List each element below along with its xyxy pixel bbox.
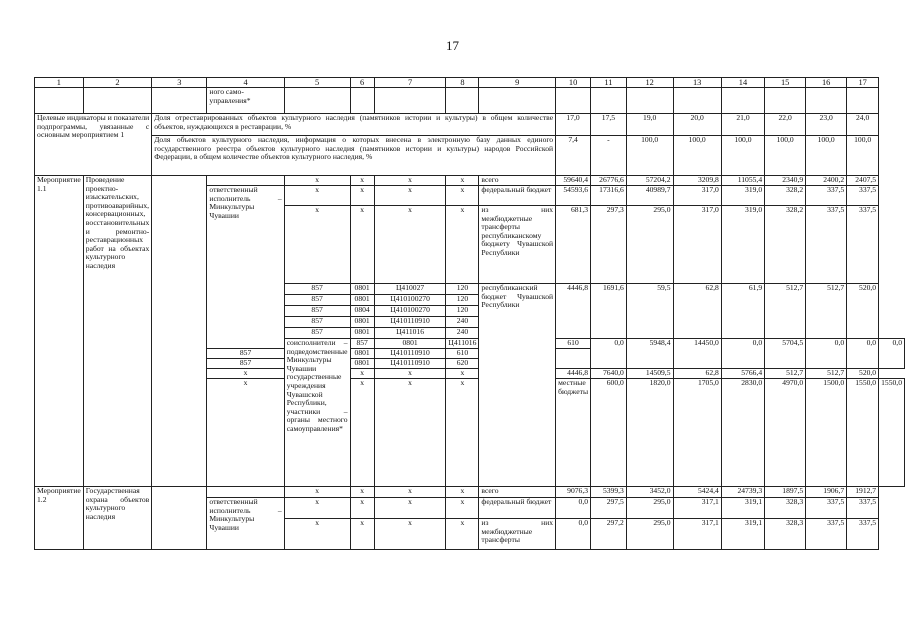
amount-cell: 295,0	[626, 206, 673, 284]
x-mark: x	[374, 186, 446, 206]
amount-cell: 319,0	[721, 186, 764, 206]
amount-cell: 0,0	[556, 498, 591, 519]
empty-cell	[207, 487, 284, 498]
amount-cell: 3452,0	[626, 487, 673, 498]
amount-cell: 5424,4	[673, 487, 721, 498]
indicator-value: 20,0	[673, 114, 721, 136]
measure-1-1	[35, 176, 905, 487]
amount-cell: 328,3	[765, 498, 806, 519]
amount-cell: 600,0	[591, 379, 627, 487]
amount-cell: 295,0	[626, 498, 673, 519]
continued-text: ного само-управления*	[207, 88, 284, 114]
amount-cell: 328,2	[765, 186, 806, 206]
column-number: 11	[591, 78, 627, 88]
amount-cell: 297,5	[591, 498, 627, 519]
column-number: 17	[847, 78, 879, 88]
amount-cell: 9076,3	[556, 487, 591, 498]
amount-cell: 681,3	[556, 206, 591, 284]
gov-code: 857	[284, 295, 350, 306]
amount-cell: 337,5	[806, 206, 847, 284]
amount-cell: 5766,4	[721, 369, 764, 379]
amount-cell: 1550,0	[879, 379, 905, 487]
indicator-value: 100,0	[765, 136, 806, 176]
amount-cell: 61,9	[721, 284, 764, 339]
amount-cell: 337,5	[847, 186, 879, 206]
amount-cell: 0,0	[591, 339, 627, 369]
x-mark: x	[446, 487, 479, 498]
x-mark: x	[350, 176, 374, 186]
x-mark: x	[284, 176, 350, 186]
target-article-code: Ц410100270	[374, 306, 446, 317]
amount-cell: 54593,6	[556, 186, 591, 206]
expense-type-code: 120	[446, 295, 479, 306]
column-number: 15	[765, 78, 806, 88]
amount-cell: 40989,7	[626, 186, 673, 206]
expense-type-code: 620	[446, 359, 479, 369]
amount-cell: 512,7	[765, 284, 806, 339]
amount-cell: 317,0	[673, 206, 721, 284]
measure-1-2	[35, 487, 905, 550]
x-mark: x	[446, 498, 479, 519]
gov-code: 857	[284, 317, 350, 328]
column-number: 4	[207, 78, 284, 88]
x-mark: x	[284, 206, 350, 284]
amount-cell: 0,0	[847, 339, 879, 369]
amount-cell: 14450,0	[673, 339, 721, 369]
amount-cell: 0,0	[806, 339, 847, 369]
target-article-code: Ц410110910	[374, 359, 446, 369]
x-mark: x	[374, 206, 446, 284]
amount-cell: 5948,4	[626, 339, 673, 369]
column-number: 5	[284, 78, 350, 88]
x-mark: x	[350, 206, 374, 284]
funding-source: из них межбюджетные трансферты республиканскому бюджету Чувашской Республики	[479, 206, 556, 284]
expense-type-code: 120	[446, 306, 479, 317]
funding-source: республиканский бюджет Чувашской Республики	[479, 284, 556, 487]
amount-cell: 5704,5	[765, 339, 806, 369]
x-mark: x	[446, 186, 479, 206]
x-mark: x	[446, 206, 479, 284]
indicator-value: 100,0	[806, 136, 847, 176]
column-number: 1	[35, 78, 84, 88]
x-mark: x	[446, 369, 479, 379]
target-article-code: Ц410110910	[374, 349, 446, 359]
table-row	[35, 487, 905, 498]
column-number: 2	[83, 78, 151, 88]
empty-cell	[207, 176, 284, 186]
amount-cell: 1550,0	[847, 379, 879, 487]
x-mark: x	[374, 498, 446, 519]
x-mark: x	[446, 176, 479, 186]
amount-cell: 319,1	[721, 519, 764, 550]
amount-cell: 319,1	[721, 498, 764, 519]
column-number: 13	[673, 78, 721, 88]
amount-cell: 1820,0	[626, 379, 673, 487]
indicator-row	[35, 114, 905, 136]
amount-cell: 1705,0	[673, 379, 721, 487]
indicator-value: 7,4	[556, 136, 591, 176]
indicator-row	[35, 136, 905, 176]
page-number: 17	[446, 38, 459, 53]
column-number-row	[35, 78, 905, 88]
expense-type-code: 610	[446, 349, 479, 359]
x-mark: x	[207, 369, 284, 379]
section-code: 0801	[350, 328, 374, 339]
x-mark: x	[374, 176, 446, 186]
section-code: 0801	[350, 284, 374, 295]
amount-cell: 3209,8	[673, 176, 721, 186]
gov-code: 857	[350, 339, 374, 349]
x-mark: x	[446, 379, 479, 487]
measure-label: Мероприятие 1.1	[35, 176, 84, 487]
amount-cell: 337,5	[806, 498, 847, 519]
amount-cell: 2407,5	[847, 176, 879, 186]
amount-cell: 4446,8	[556, 369, 591, 379]
x-mark: x	[374, 369, 446, 379]
funding-source: из них межбюджетные трансферты	[479, 519, 556, 550]
column-number: 16	[806, 78, 847, 88]
gov-code: 857	[207, 359, 284, 369]
amount-cell: 14509,5	[626, 369, 673, 379]
amount-cell: 337,5	[847, 206, 879, 284]
amount-cell: 11055,4	[721, 176, 764, 186]
amount-cell: 24739,3	[721, 487, 764, 498]
indicator-name: Доля объектов культурного наследия, информация о которых внесена в электронную базу данных единого государственного реестра объектов культурного наследия (памятников истории и культуры) народов Российской Федерации, в общем количестве объектов культурного наследия, %	[152, 136, 556, 176]
amount-cell: 520,0	[847, 369, 879, 379]
amount-cell: 337,5	[806, 186, 847, 206]
measure-title: Государственная охрана объектов культурного наследия	[83, 487, 151, 550]
indicator-value: 23,0	[806, 114, 847, 136]
indicator-value: 19,0	[626, 114, 673, 136]
indicator-value: 100,0	[673, 136, 721, 176]
x-mark: x	[284, 487, 350, 498]
amount-cell: 62,8	[673, 284, 721, 339]
gov-code: 857	[284, 284, 350, 295]
expense-type-code: 240	[446, 317, 479, 328]
column-number: 14	[721, 78, 764, 88]
co-executors: соисполнители – подведомственные Минкультуры Чувашии государственные учреждения Чувашской Республики, участники – органы местного самоуправления*	[284, 339, 350, 487]
x-mark: x	[350, 519, 374, 550]
target-article-code: Ц410027	[374, 284, 446, 295]
indicator-value: 21,0	[721, 114, 764, 136]
x-mark: x	[374, 487, 446, 498]
column-number: 3	[152, 78, 207, 88]
continuation-row	[35, 88, 905, 114]
budget-table	[34, 77, 905, 550]
section-code: 0801	[350, 317, 374, 328]
indicator-value: 100,0	[847, 136, 879, 176]
amount-cell: 337,5	[847, 498, 879, 519]
indicators-group-label: Целевые индикаторы и показатели подпрограммы, увязанные с основным мероприятием 1	[35, 114, 152, 176]
column-number: 6	[350, 78, 374, 88]
table-row	[35, 176, 905, 186]
amount-cell: 59,5	[626, 284, 673, 339]
amount-cell: 1691,6	[591, 284, 627, 339]
expense-type-code: 120	[446, 284, 479, 295]
x-mark: x	[350, 369, 374, 379]
x-mark: x	[446, 519, 479, 550]
indicator-value: 17,0	[556, 114, 591, 136]
indicator-value: -	[591, 136, 627, 176]
x-mark: x	[284, 186, 350, 206]
amount-cell: 1500,0	[806, 379, 847, 487]
responsible-executor: ответственный исполнитель – Минкультуры Чувашии	[207, 498, 284, 550]
amount-cell: 0,0	[721, 339, 764, 369]
gov-code: 857	[284, 328, 350, 339]
measure-label: Мероприятие 1.2	[35, 487, 84, 550]
amount-cell: 1912,7	[847, 487, 879, 498]
amount-cell: 328,3	[765, 519, 806, 550]
funding-source: всего	[479, 176, 556, 186]
x-mark: x	[374, 379, 446, 487]
amount-cell: 5399,3	[591, 487, 627, 498]
amount-cell: 26776,6	[591, 176, 627, 186]
x-mark: x	[284, 498, 350, 519]
amount-cell: 1897,5	[765, 487, 806, 498]
indicator-value: 100,0	[626, 136, 673, 176]
amount-cell: 2340,9	[765, 176, 806, 186]
x-mark: x	[207, 379, 284, 487]
amount-cell: 520,0	[847, 284, 879, 339]
indicator-value: 100,0	[721, 136, 764, 176]
amount-cell: 1906,7	[806, 487, 847, 498]
funding-source: всего	[479, 487, 556, 498]
amount-cell: 62,8	[673, 369, 721, 379]
funding-source: федеральный бюджет	[479, 498, 556, 519]
amount-cell: 7640,0	[591, 369, 627, 379]
amount-cell: 328,2	[765, 206, 806, 284]
amount-cell: 337,5	[847, 519, 879, 550]
amount-cell: 0,0	[879, 339, 905, 369]
amount-cell: 0,0	[556, 519, 591, 550]
amount-cell: 297,2	[591, 519, 627, 550]
amount-cell: 337,5	[806, 519, 847, 550]
amount-cell: 317,1	[673, 519, 721, 550]
indicator-value: 24,0	[847, 114, 879, 136]
target-article-code: Ц411016	[374, 328, 446, 339]
amount-cell: 317,1	[673, 498, 721, 519]
x-mark: x	[350, 487, 374, 498]
x-mark: x	[350, 498, 374, 519]
expense-type-code: 610	[556, 339, 591, 349]
section-code: 0801	[350, 349, 374, 359]
amount-cell: 512,7	[806, 369, 847, 379]
target-article-code: Ц411016	[446, 339, 479, 349]
target-article-code: Ц410100270	[374, 295, 446, 306]
amount-cell: 2830,0	[721, 379, 764, 487]
column-number: 7	[374, 78, 446, 88]
target-article-code: Ц410110910	[374, 317, 446, 328]
funding-source: местные бюджеты	[556, 379, 591, 487]
gov-code: 857	[207, 349, 284, 359]
amount-cell: 59640,4	[556, 176, 591, 186]
x-mark: x	[284, 519, 350, 550]
amount-cell: 317,0	[673, 186, 721, 206]
column-number: 10	[556, 78, 591, 88]
column-number: 12	[626, 78, 673, 88]
amount-cell: 4970,0	[765, 379, 806, 487]
amount-cell: 4446,8	[556, 284, 591, 339]
amount-cell: 2400,2	[806, 176, 847, 186]
empty-cell	[152, 487, 207, 550]
amount-cell: 17316,6	[591, 186, 627, 206]
amount-cell: 295,0	[626, 519, 673, 550]
amount-cell: 512,7	[765, 369, 806, 379]
indicator-value: 22,0	[765, 114, 806, 136]
column-number: 9	[479, 78, 556, 88]
empty-cell	[152, 176, 207, 487]
x-mark: x	[350, 379, 374, 487]
amount-cell: 57204,2	[626, 176, 673, 186]
section-code: 0801	[350, 359, 374, 369]
column-number: 8	[446, 78, 479, 88]
amount-cell: 319,0	[721, 206, 764, 284]
gov-code: 857	[284, 306, 350, 317]
indicator-name: Доля отреставрированных объектов культурного наследия (памятников истории и культуры) в общем количестве объектов, нуждающихся в реставрации, %	[152, 114, 556, 136]
amount-cell: 512,7	[806, 284, 847, 339]
amount-cell: 297,3	[591, 206, 627, 284]
expense-type-code: 240	[446, 328, 479, 339]
section-code: 0804	[350, 306, 374, 317]
x-mark: x	[374, 519, 446, 550]
funding-source: федеральный бюджет	[479, 186, 556, 206]
measure-title: Проведение проектно-изыскательских, противоаварийных, консервационных, восстановительных и ремонтно-реставрационных работ на объектах культурного наследия	[83, 176, 151, 487]
section-code: 0801	[374, 339, 446, 349]
section-code: 0801	[350, 295, 374, 306]
x-mark: x	[350, 186, 374, 206]
responsible-executor: ответственный исполнитель – Минкультуры Чувашии	[207, 186, 284, 349]
indicator-value: 17,5	[591, 114, 627, 136]
